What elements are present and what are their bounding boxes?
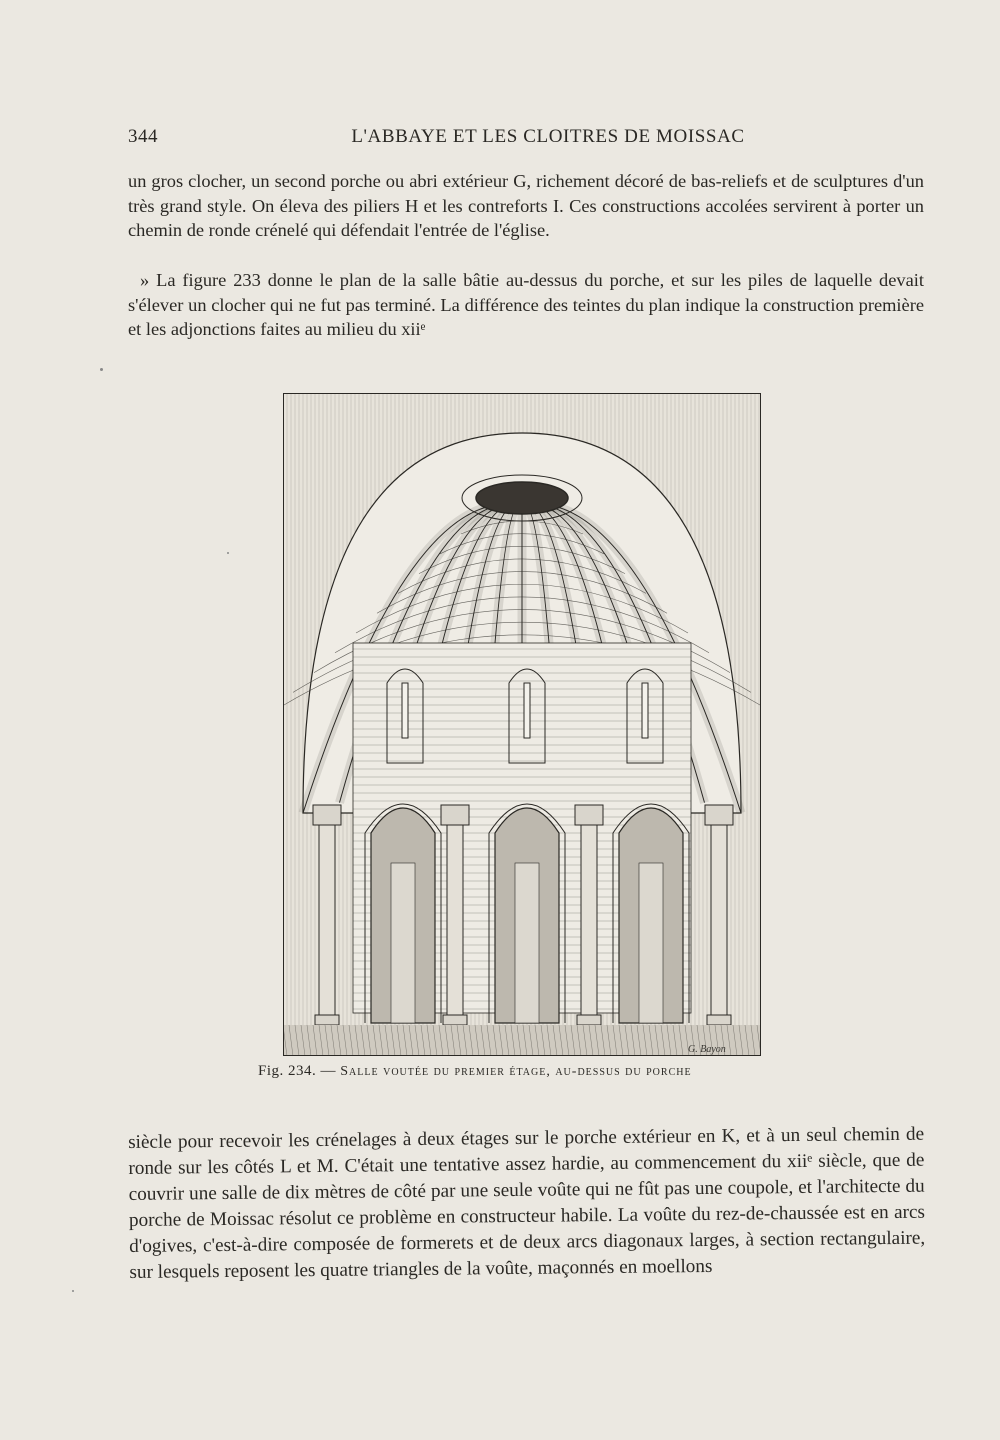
oculus xyxy=(476,482,568,514)
column-capital xyxy=(575,805,603,825)
page-number: 344 xyxy=(128,126,158,147)
column-base xyxy=(315,1015,339,1025)
paper-speck xyxy=(72,1290,74,1292)
caption-text: Salle voutée du premier étage, au-dessus du porche xyxy=(340,1064,692,1079)
column-base xyxy=(443,1015,467,1025)
doorway-depth xyxy=(391,863,415,1023)
column-capital xyxy=(313,805,341,825)
paragraph-1: un gros clocher, un second porche ou abri extérieur G, richement décoré de bas-reliefs et de sculptures d'un très grand style. On éleva des piliers H et les contreforts I. Ces constructions accolées servirent à porter un chemin de ronde crénelé qui défendait l'entrée de l'église. xyxy=(128,171,924,240)
column-base xyxy=(577,1015,601,1025)
doorway-depth xyxy=(639,863,663,1023)
running-title: L'ABBAYE ET LES CLOITRES DE MOISSAC xyxy=(351,126,745,147)
paragraph-3: siècle pour recevoir les crénelages à deux étages sur le porche extérieur en K, et à un seul chemin de ronde sur les côtés L et M. C'était une tentative assez hardie, au commencement du xiiᵉ siècle, que de couvrir une salle de dix mètres de côté par une seule voûte qui ne fût pas une coupole, et l'architecte du porche de Moissac résolut ce problème en constructeur habile. La voûte du rez-de-chaussée est en arcs d'ogives, c'est-à-dire composée de formerets et de deux arcs diagonaux larges, à section rectangulaire, sur lesquels reposent les quatre triangles de la voûte, maçonnés en moellons xyxy=(128,1123,926,1283)
figure-engraving xyxy=(283,393,761,1056)
figure-caption xyxy=(258,1063,798,1080)
window-slit xyxy=(402,683,408,738)
column-capital xyxy=(705,805,733,825)
column-shaft xyxy=(447,825,463,1020)
column-shaft xyxy=(711,825,727,1020)
column-shaft xyxy=(319,825,335,1020)
column-shaft xyxy=(581,825,597,1020)
doorway-depth xyxy=(515,863,539,1023)
page-header xyxy=(128,126,928,156)
column-base xyxy=(707,1015,731,1025)
column-capital xyxy=(441,805,469,825)
window-slit xyxy=(642,683,648,738)
caption-label: Fig. 234. — xyxy=(258,1063,337,1079)
paper-speck xyxy=(100,368,103,371)
artist-signature: G. Bayon xyxy=(688,1044,726,1055)
paragraph-2: » La figure 233 donne le plan de la salle bâtie au-dessus du porche, et sur les piles de laquelle devait s'élever un clocher qui ne fut pas terminé. La différence des teintes du plan indique la construction première et les adjonctions faites au milieu du xiiᵉ xyxy=(128,270,924,339)
paper-speck xyxy=(227,552,229,554)
window-slit xyxy=(524,683,530,738)
vaulted-hall-illustration xyxy=(283,393,761,1056)
